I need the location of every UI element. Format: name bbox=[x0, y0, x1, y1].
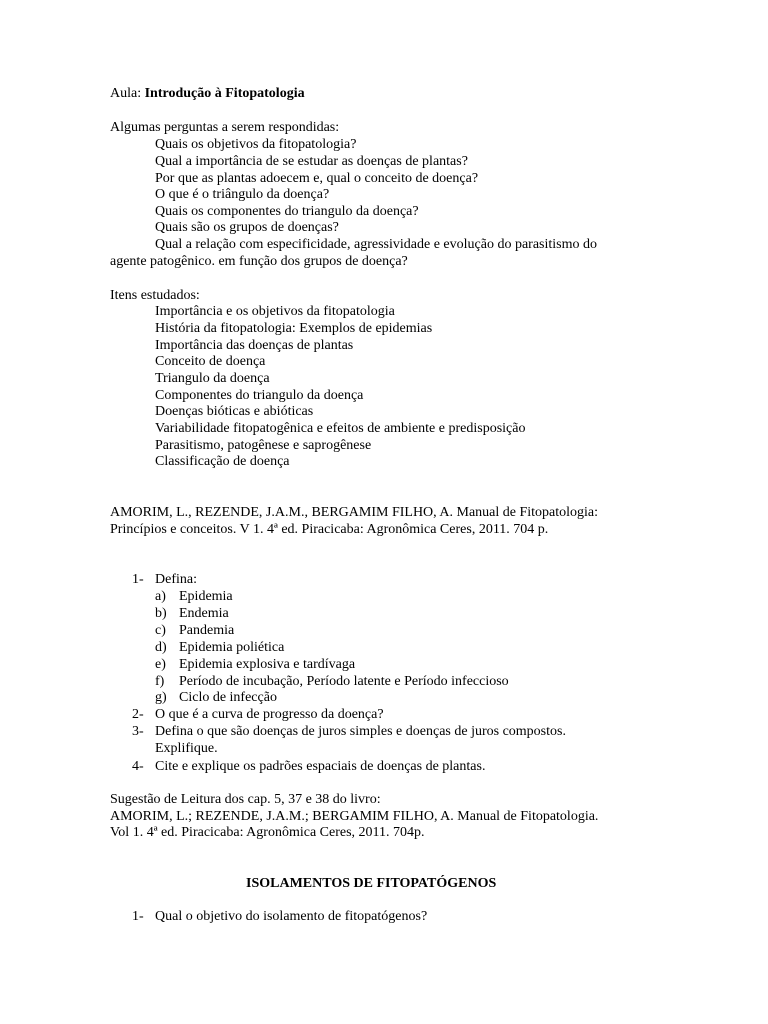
studied-item: Parasitismo, patogênese e saprogênese bbox=[155, 438, 372, 453]
subitem-letter: e) bbox=[155, 657, 166, 672]
studied-item: História da fitopatologia: Exemplos de epidemias bbox=[155, 321, 433, 336]
subitem-letter: c) bbox=[155, 623, 166, 638]
subitem-text: Período de incubação, Período latente e Período infeccioso bbox=[179, 674, 509, 689]
question-item: Por que as plantas adoecem e, qual o conceito de doença? bbox=[155, 171, 479, 186]
studied-item: Variabilidade fitopatogênica e efeitos de ambiente e predisposição bbox=[155, 421, 526, 436]
studied-item: Importância e os objetivos da fitopatologia bbox=[155, 304, 395, 319]
question-number: 1- bbox=[132, 909, 144, 924]
studied-item: Componentes do triangulo da doença bbox=[155, 388, 364, 403]
exercise-question: Defina o que são doenças de juros simples e doenças de juros compostos. bbox=[155, 724, 566, 739]
exercise-question: O que é a curva de progresso da doença? bbox=[155, 707, 384, 722]
reference-line: AMORIM, L., REZENDE, J.A.M., BERGAMIM FILHO, A. Manual de Fitopatologia: bbox=[110, 505, 599, 520]
question-item: O que é o triângulo da doença? bbox=[155, 187, 330, 202]
lesson-label: Aula: bbox=[110, 86, 142, 101]
studied-item: Importância das doenças de plantas bbox=[155, 338, 354, 353]
exercise-question: Cite e explique os padrões espaciais de doenças de plantas. bbox=[155, 759, 486, 774]
subitem-text: Epidemia bbox=[179, 589, 233, 604]
reading-suggestion-line: AMORIM, L.; REZENDE, J.A.M.; BERGAMIM FILHO, A. Manual de Fitopatologia. bbox=[110, 809, 599, 824]
studied-item: Triangulo da doença bbox=[155, 371, 270, 386]
question-item-continuation: agente patogênico. em função dos grupos de doença? bbox=[110, 254, 408, 269]
studied-item: Doenças bióticas e abióticas bbox=[155, 404, 314, 419]
subitem-letter: b) bbox=[155, 606, 167, 621]
studied-item: Conceito de doença bbox=[155, 354, 266, 369]
question-item: Quais os componentes do triangulo da doença? bbox=[155, 204, 419, 219]
subitem-text: Endemia bbox=[179, 606, 229, 621]
subitem-letter: g) bbox=[155, 690, 167, 705]
reading-suggestion-line: Vol 1. 4ª ed. Piracicaba: Agronômica Ceres, 2011. 704p. bbox=[110, 825, 425, 840]
question-number: 1- bbox=[132, 572, 144, 587]
studied-item: Classificação de doença bbox=[155, 454, 290, 469]
reference-line: Princípios e conceitos. V 1. 4ª ed. Piracicaba: Agronômica Ceres, 2011. 704 p. bbox=[110, 522, 549, 537]
subitem-letter: a) bbox=[155, 589, 166, 604]
lesson-title-line bbox=[110, 86, 305, 103]
question-item: Quais os objetivos da fitopatologia? bbox=[155, 137, 357, 152]
question-number: 2- bbox=[132, 707, 144, 722]
section-heading: ISOLAMENTOS DE FITOPATÓGENOS bbox=[246, 876, 497, 891]
subitem-letter: f) bbox=[155, 674, 165, 689]
studied-items-heading: Itens estudados: bbox=[110, 288, 200, 303]
subitem-text: Ciclo de infecção bbox=[179, 690, 277, 705]
questions-heading: Algumas perguntas a serem respondidas: bbox=[110, 120, 340, 135]
question-item: Qual a relação com especificidade, agressividade e evolução do parasitismo do bbox=[155, 237, 597, 252]
subitem-letter: d) bbox=[155, 640, 167, 655]
lesson-title: Introdução à Fitopatologia bbox=[144, 86, 305, 101]
question-item: Quais são os grupos de doenças? bbox=[155, 220, 339, 235]
subitem-text: Epidemia explosiva e tardívaga bbox=[179, 657, 356, 672]
exercise-question: Defina: bbox=[155, 572, 197, 587]
exercise-question: Qual o objetivo do isolamento de fitopatógenos? bbox=[155, 909, 428, 924]
reading-suggestion-line: Sugestão de Leitura dos cap. 5, 37 e 38 do livro: bbox=[110, 792, 381, 807]
subitem-text: Pandemia bbox=[179, 623, 235, 638]
exercise-question-continuation: Explifique. bbox=[155, 741, 218, 756]
question-number: 4- bbox=[132, 759, 144, 774]
question-item: Qual a importância de se estudar as doenças de plantas? bbox=[155, 154, 468, 169]
subitem-text: Epidemia poliética bbox=[179, 640, 285, 655]
question-number: 3- bbox=[132, 724, 144, 739]
